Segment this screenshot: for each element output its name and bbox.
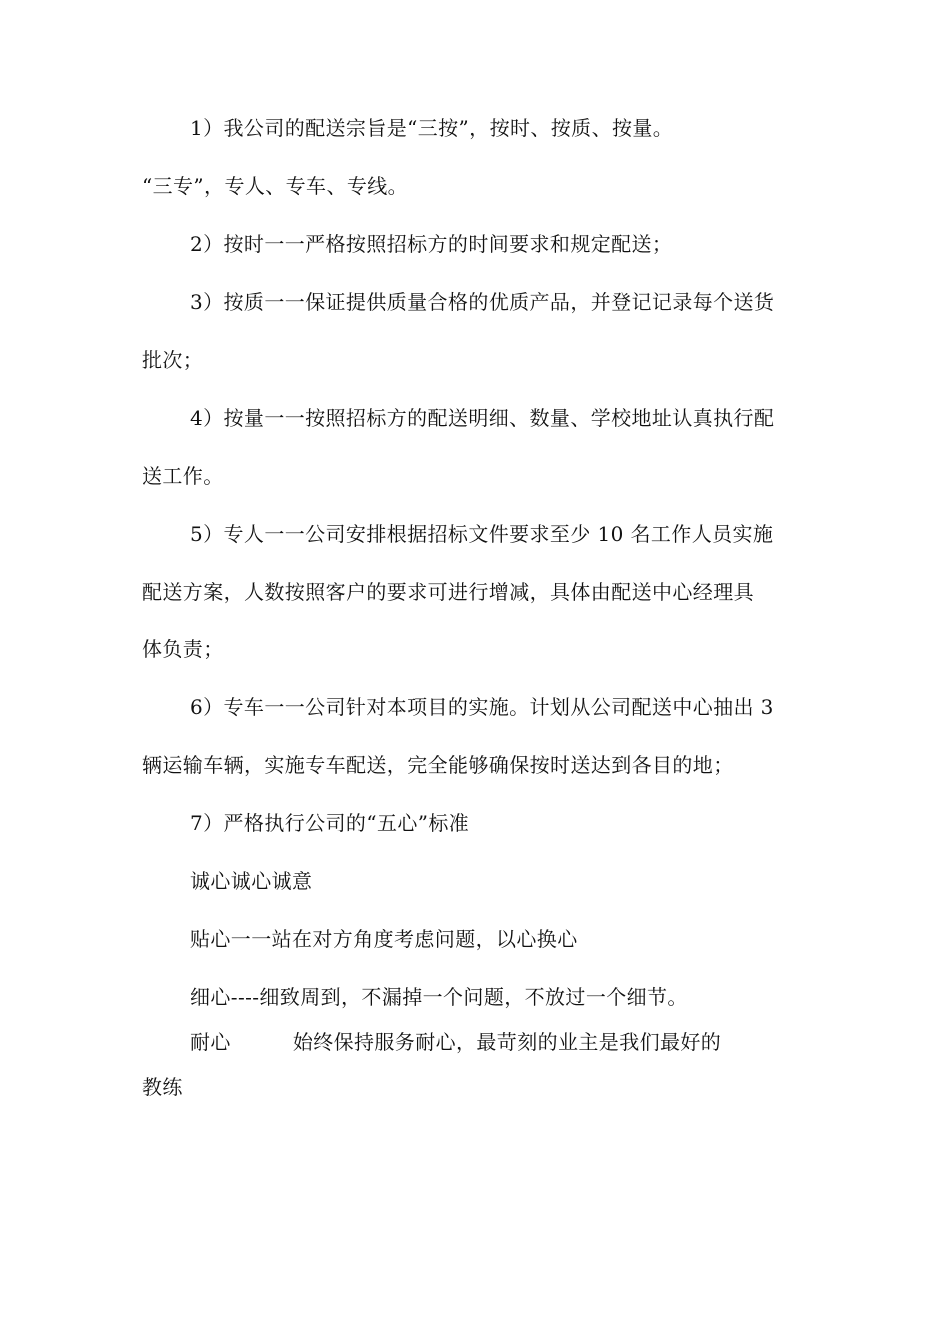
paragraph-4: 4）按量一一按照招标方的配送明细、数量、学校地址认真执行配: [190, 406, 775, 430]
paragraph-6: 6）专车一一公司针对本项目的实施。计划从公司配送中心抽出 3: [190, 695, 774, 719]
paragraph-4-cont: 送工作。: [142, 464, 224, 488]
standard-naixin-cont: 教练: [142, 1075, 183, 1099]
standard-chengxin: 诚心诚心诚意: [190, 869, 313, 893]
standard-tiexin: 贴心一一站在对方角度考虑问题，以心换心: [190, 927, 578, 951]
paragraph-6-cont: 辆运输车辆，实施专车配送，完全能够确保按时送达到各目的地；: [142, 753, 734, 777]
paragraph-2: 2）按时一一严格按照招标方的时间要求和规定配送；: [190, 232, 673, 256]
paragraph-3-cont: 批次；: [142, 348, 204, 372]
paragraph-1-cont: “三专”，专人、专车、专线。: [142, 174, 409, 198]
paragraph-1: 1）我公司的配送宗旨是“三按”，按时、按质、按量。: [190, 116, 674, 140]
paragraph-5-cont-1: 配送方案，人数按照客户的要求可进行增减，具体由配送中心经理具: [142, 580, 754, 604]
naixin-text: 始终保持服务耐心，最苛刻的业主是我们最好的: [292, 1030, 722, 1054]
paragraph-3: 3）按质一一保证提供质量合格的优质产品，并登记记录每个送货: [190, 290, 775, 314]
naixin-label: 耐心: [190, 1030, 231, 1054]
paragraph-7: 7）严格执行公司的“五心”标准: [190, 811, 470, 835]
paragraph-5-cont-2: 体负责；: [142, 637, 224, 661]
standard-xixin: 细心----细致周到，不漏掉一个问题，不放过一个细节。: [190, 985, 688, 1009]
standard-naixin: [190, 1030, 721, 1054]
paragraph-5: 5）专人一一公司安排根据招标文件要求至少 10 名工作人员实施: [190, 522, 774, 546]
